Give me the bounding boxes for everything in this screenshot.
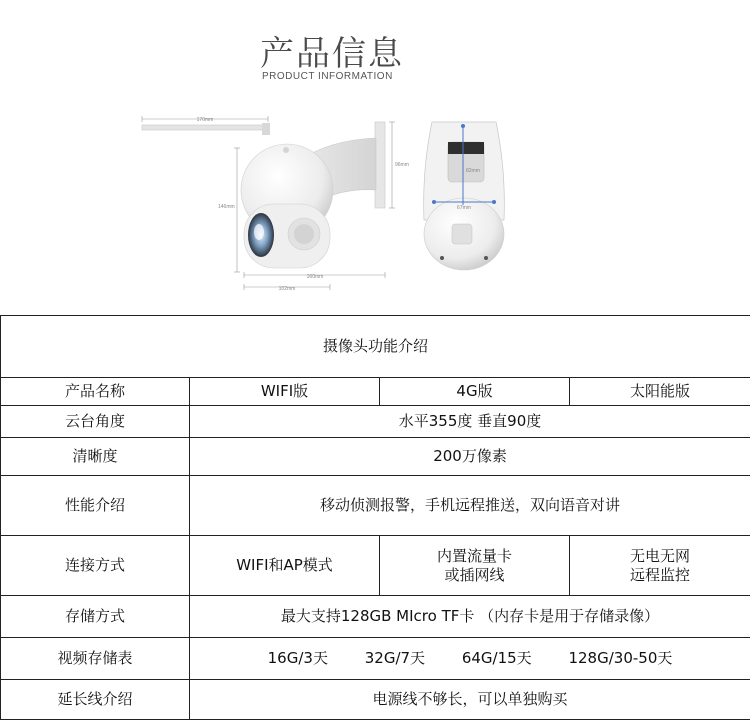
antenna xyxy=(142,123,270,135)
cell-value: 移动侦测报警，手机远程推送，双向语音对讲 xyxy=(190,476,750,536)
camera-back-view xyxy=(424,122,505,270)
cell-value: 200万像素 xyxy=(190,438,750,476)
table-row xyxy=(1,536,750,596)
cell-solar-connect xyxy=(570,536,750,596)
spec-table xyxy=(0,315,750,720)
table-row xyxy=(1,476,750,536)
dim-label-bracket: 96mm xyxy=(395,162,409,168)
camera-illustration xyxy=(0,0,750,315)
row-label: 清晰度 xyxy=(1,438,190,476)
row-label: 视频存储表 xyxy=(1,638,190,680)
cell-storage-items xyxy=(190,638,750,680)
table-row xyxy=(1,596,750,638)
dimension-bracket xyxy=(389,122,409,208)
table-row xyxy=(1,680,750,720)
cell-value: 电源线不够长，可以单独购买 xyxy=(190,680,750,720)
cell-value: 最大支持128GB MIcro TF卡 （内存卡是用于存储录像） xyxy=(190,596,750,638)
table-heading-row xyxy=(1,316,750,378)
row-label: 存储方式 xyxy=(1,596,190,638)
dim-label-bottom-2: 102mm xyxy=(279,286,296,292)
cell-value: 水平355度 垂直90度 xyxy=(190,406,750,438)
dim-label-back-width: 67mm xyxy=(457,205,471,211)
cell-wifi-version: WIFI版 xyxy=(190,378,380,406)
row-label: 产品名称 xyxy=(1,378,190,406)
storage-item: 128G/30-50天 xyxy=(568,649,672,668)
dimension-bottom xyxy=(244,272,385,292)
cell-solar-version: 太阳能版 xyxy=(570,378,750,406)
dome-camera-side xyxy=(241,144,333,268)
cell-line: 或插网线 xyxy=(380,566,569,585)
cell-line: 无电无网 xyxy=(570,547,750,566)
cell-line: 远程监控 xyxy=(570,566,750,585)
table-row xyxy=(1,378,750,406)
page-subtitle: PRODUCT INFORMATION xyxy=(262,71,393,82)
table-row xyxy=(1,438,750,476)
dim-label-bottom-1: 160mm xyxy=(307,274,324,280)
storage-item: 64G/15天 xyxy=(462,649,532,668)
cell-4g-version: 4G版 xyxy=(380,378,570,406)
cell-line: 内置流量卡 xyxy=(380,547,569,566)
row-label: 连接方式 xyxy=(1,536,190,596)
storage-item: 16G/3天 xyxy=(268,649,328,668)
dimension-left xyxy=(218,148,240,272)
row-label: 性能介绍 xyxy=(1,476,190,536)
table-row xyxy=(1,406,750,438)
dimension-top xyxy=(142,116,268,123)
storage-item: 32G/7天 xyxy=(365,649,425,668)
cell-4g-connect xyxy=(380,536,570,596)
table-heading: 摄像头功能介绍 xyxy=(1,316,750,378)
page-title: 产品信息 xyxy=(260,26,404,75)
dim-label-back-height: 82mm xyxy=(466,168,480,174)
dim-label-left: 146mm xyxy=(218,204,235,210)
table-row xyxy=(1,638,750,680)
row-label: 延长线介绍 xyxy=(1,680,190,720)
cell-wifi-connect: WIFI和AP模式 xyxy=(190,536,380,596)
dim-label-top: 170mm xyxy=(197,117,214,123)
row-label: 云台角度 xyxy=(1,406,190,438)
product-hero xyxy=(0,0,750,315)
